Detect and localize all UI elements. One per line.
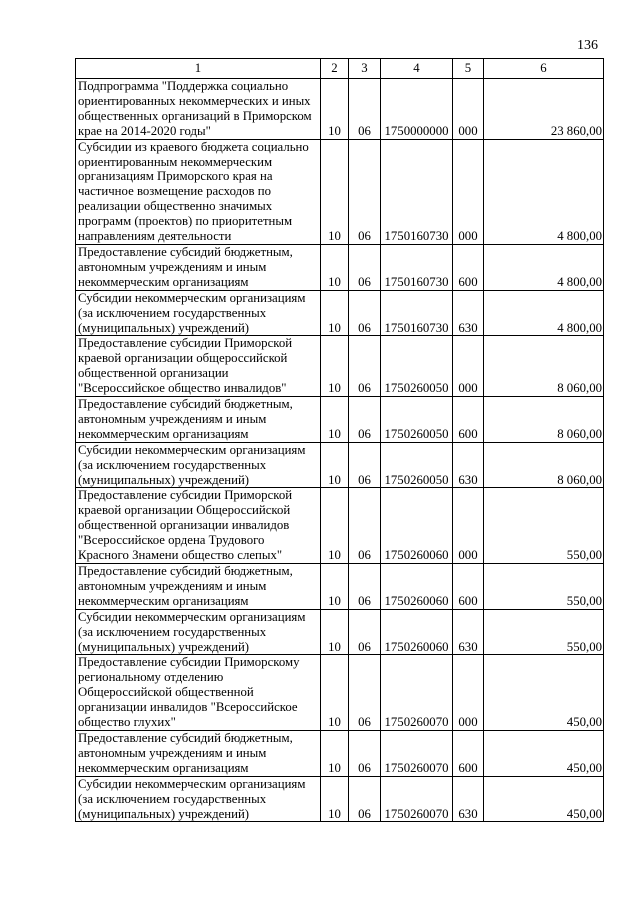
- item-name-line: Субсидии некоммерческим организациям: [78, 442, 306, 457]
- item-name-line: Предоставление субсидий бюджетным,: [78, 564, 293, 578]
- section-cell: 10: [321, 244, 349, 290]
- item-name-cell: [76, 609, 321, 655]
- item-name-cell: [76, 290, 321, 336]
- table-row: [76, 609, 604, 655]
- target-article-cell: 1750160730: [381, 290, 453, 336]
- item-name-cell: [76, 397, 321, 443]
- header-col-3: 3: [349, 59, 381, 79]
- item-name-cell: [76, 776, 321, 822]
- amount-cell: 550,00: [484, 564, 604, 610]
- item-name-line: направлениям деятельности: [78, 229, 232, 244]
- item-name-line: организации инвалидов "Всероссийское: [78, 700, 298, 715]
- section-cell: 10: [321, 442, 349, 488]
- table-row: [76, 488, 604, 564]
- subsection-cell: 06: [349, 730, 381, 776]
- expense-type-cell: 600: [453, 397, 484, 443]
- item-name-line: ориентированным некоммерческим: [78, 154, 273, 169]
- item-name-cell: [76, 79, 321, 140]
- item-name-line: (за исключением государственных: [78, 624, 267, 639]
- subsection-cell: 06: [349, 336, 381, 397]
- item-name-line: некоммерческим организациям: [78, 760, 249, 775]
- item-name-line: краевой организации общероссийской: [78, 351, 288, 366]
- target-article-cell: 1750260060: [381, 488, 453, 564]
- subsection-cell: 06: [349, 290, 381, 336]
- subsection-cell: 06: [349, 79, 381, 140]
- target-article-cell: 1750260050: [381, 336, 453, 397]
- expense-type-cell: 600: [453, 564, 484, 610]
- target-article-cell: 1750260060: [381, 564, 453, 610]
- item-name-cell: [76, 139, 321, 244]
- amount-cell: 4 800,00: [484, 139, 604, 244]
- item-name-line: крае на 2014-2020 годы": [78, 123, 211, 138]
- subsection-cell: 06: [349, 776, 381, 822]
- table-row: [76, 139, 604, 244]
- amount-cell: 8 060,00: [484, 442, 604, 488]
- amount-cell: 550,00: [484, 488, 604, 564]
- section-cell: 10: [321, 564, 349, 610]
- expense-type-cell: 600: [453, 244, 484, 290]
- item-name-line: Предоставление субсидий бюджетным,: [78, 244, 293, 259]
- target-article-cell: 1750260050: [381, 397, 453, 443]
- header-col-4: 4: [381, 59, 453, 79]
- target-article-cell: 1750260050: [381, 442, 453, 488]
- header-col-6: 6: [484, 59, 604, 79]
- subsection-cell: 06: [349, 139, 381, 244]
- budget-table: [75, 58, 604, 822]
- expense-type-cell: 630: [453, 442, 484, 488]
- page-number: 136: [577, 38, 598, 53]
- target-article-cell: 1750000000: [381, 79, 453, 140]
- item-name-line: автономным учреждениям и иным: [78, 259, 267, 274]
- expense-type-cell: 600: [453, 730, 484, 776]
- target-article-cell: 1750160730: [381, 139, 453, 244]
- item-name-line: (за исключением государственных: [78, 305, 267, 320]
- item-name-line: некоммерческим организациям: [78, 593, 249, 608]
- item-name-line: автономным учреждениям и иным: [78, 745, 267, 760]
- item-name-line: Предоставление субсидии Приморской: [78, 336, 293, 351]
- expense-type-cell: 630: [453, 776, 484, 822]
- expense-type-cell: 630: [453, 609, 484, 655]
- table-row: [76, 564, 604, 610]
- table-row: [76, 730, 604, 776]
- header-col-2: 2: [321, 59, 349, 79]
- item-name-line: Общероссийской общественной: [78, 685, 254, 700]
- item-name-line: "Всероссийское общество инвалидов": [78, 381, 287, 396]
- expense-type-cell: 000: [453, 655, 484, 731]
- amount-cell: 8 060,00: [484, 336, 604, 397]
- table-row: [76, 397, 604, 443]
- item-name-cell: [76, 442, 321, 488]
- subsection-cell: 06: [349, 609, 381, 655]
- target-article-cell: 1750260070: [381, 776, 453, 822]
- item-name-line: ориентированных некоммерческих и иных: [78, 93, 311, 108]
- item-name-line: общество глухих": [78, 715, 176, 730]
- item-name-line: общественных организаций в Приморском: [78, 108, 312, 123]
- amount-cell: 23 860,00: [484, 79, 604, 140]
- item-name-line: Предоставление субсидии Приморской: [78, 488, 293, 503]
- item-name-cell: [76, 336, 321, 397]
- amount-cell: 450,00: [484, 730, 604, 776]
- item-name-line: некоммерческим организациям: [78, 426, 249, 441]
- section-cell: 10: [321, 336, 349, 397]
- section-cell: 10: [321, 488, 349, 564]
- item-name-line: Субсидии некоммерческим организациям: [78, 609, 306, 624]
- header-row: [76, 59, 604, 79]
- item-name-line: (муниципальных) учреждений): [78, 639, 250, 654]
- item-name-line: региональному отделению: [78, 670, 224, 685]
- item-name-cell: [76, 655, 321, 731]
- expense-type-cell: 000: [453, 139, 484, 244]
- item-name-cell: [76, 730, 321, 776]
- section-cell: 10: [321, 397, 349, 443]
- expense-type-cell: 000: [453, 336, 484, 397]
- item-name-line: "Всероссийское ордена Трудового: [78, 533, 265, 548]
- item-name-line: (муниципальных) учреждений): [78, 472, 250, 487]
- subsection-cell: 06: [349, 244, 381, 290]
- item-name-line: Предоставление субсидий бюджетным,: [78, 730, 293, 745]
- item-name-line: (за исключением государственных: [78, 457, 267, 472]
- section-cell: 10: [321, 139, 349, 244]
- subsection-cell: 06: [349, 655, 381, 731]
- item-name-line: Красного Знамени общество слепых": [78, 548, 283, 563]
- item-name-line: некоммерческим организациям: [78, 274, 249, 289]
- item-name-line: (муниципальных) учреждений): [78, 320, 250, 335]
- amount-cell: 450,00: [484, 776, 604, 822]
- section-cell: 10: [321, 655, 349, 731]
- subsection-cell: 06: [349, 397, 381, 443]
- target-article-cell: 1750260070: [381, 655, 453, 731]
- header-col-5: 5: [453, 59, 484, 79]
- item-name-line: автономным учреждениям и иным: [78, 578, 267, 593]
- item-name-line: (муниципальных) учреждений): [78, 806, 250, 821]
- section-cell: 10: [321, 730, 349, 776]
- amount-cell: 4 800,00: [484, 290, 604, 336]
- item-name-line: Подпрограмма "Поддержка социально: [78, 79, 289, 93]
- table-header: [76, 59, 604, 79]
- item-name-line: программ (проектов) по приоритетным: [78, 214, 293, 229]
- item-name-cell: [76, 488, 321, 564]
- item-name-cell: [76, 244, 321, 290]
- table-row: [76, 336, 604, 397]
- table-row: [76, 290, 604, 336]
- item-name-line: автономным учреждениям и иным: [78, 411, 267, 426]
- item-name-line: частичное возмещение расходов по: [78, 184, 271, 199]
- section-cell: 10: [321, 609, 349, 655]
- item-name-cell: [76, 564, 321, 610]
- expense-type-cell: 630: [453, 290, 484, 336]
- amount-cell: 8 060,00: [484, 397, 604, 443]
- section-cell: 10: [321, 79, 349, 140]
- table-row: [76, 655, 604, 731]
- item-name-line: реализации общественно значимых: [78, 199, 273, 214]
- target-article-cell: 1750260060: [381, 609, 453, 655]
- item-name-line: Субсидии из краевого бюджета социально: [78, 139, 309, 154]
- table-row: [76, 776, 604, 822]
- section-cell: 10: [321, 290, 349, 336]
- item-name-line: общественной организации инвалидов: [78, 518, 290, 533]
- item-name-line: Предоставление субсидии Приморскому: [78, 655, 300, 670]
- subsection-cell: 06: [349, 564, 381, 610]
- amount-cell: 450,00: [484, 655, 604, 731]
- target-article-cell: 1750260070: [381, 730, 453, 776]
- header-col-1: 1: [76, 59, 321, 79]
- item-name-line: (за исключением государственных: [78, 791, 267, 806]
- subsection-cell: 06: [349, 488, 381, 564]
- table-row: [76, 244, 604, 290]
- amount-cell: 550,00: [484, 609, 604, 655]
- expense-type-cell: 000: [453, 79, 484, 140]
- subsection-cell: 06: [349, 442, 381, 488]
- item-name-line: организациям Приморского края на: [78, 169, 273, 184]
- item-name-line: Субсидии некоммерческим организациям: [78, 290, 306, 305]
- amount-cell: 4 800,00: [484, 244, 604, 290]
- item-name-line: краевой организации Общероссийской: [78, 503, 291, 518]
- target-article-cell: 1750160730: [381, 244, 453, 290]
- section-cell: 10: [321, 776, 349, 822]
- table-row: [76, 442, 604, 488]
- expense-type-cell: 000: [453, 488, 484, 564]
- table-body: [76, 79, 604, 822]
- item-name-line: Субсидии некоммерческим организациям: [78, 776, 306, 791]
- table-row: [76, 79, 604, 140]
- item-name-line: Предоставление субсидий бюджетным,: [78, 397, 293, 412]
- item-name-line: общественной организации: [78, 366, 229, 381]
